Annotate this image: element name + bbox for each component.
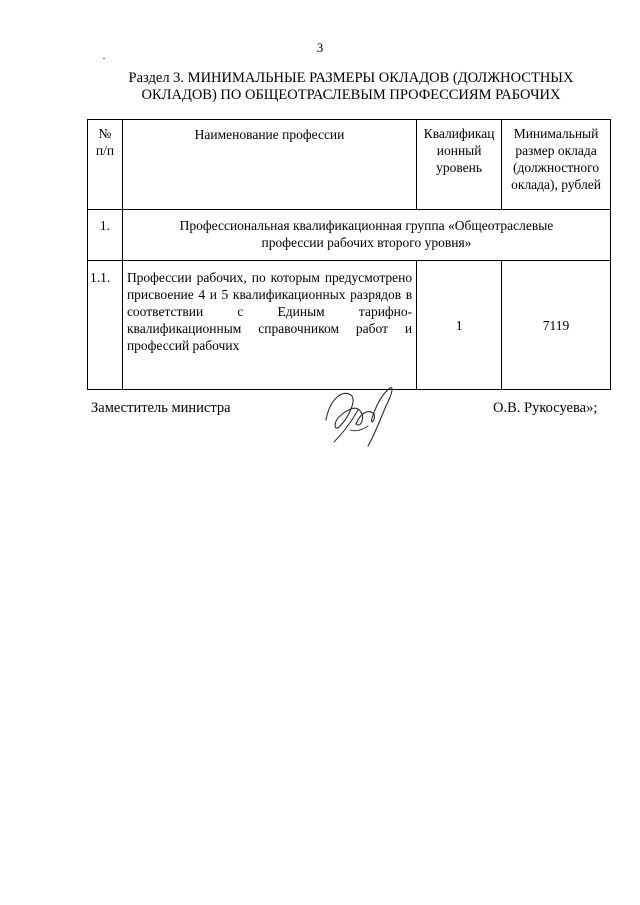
group-number: 1. <box>88 210 123 261</box>
section-title-line-1: Раздел 3. МИНИМАЛЬНЫЕ РАЗМЕРЫ ОКЛАДОВ (ДОЛЖНОСТНЫХ <box>128 70 574 86</box>
header-min-salary: Минимальный размер оклада (должностного оклада), рублей <box>502 120 611 210</box>
group-title: Профессиональная квалификационная группа «Общеотраслевые профессии рабочих второго уровня» <box>122 210 610 261</box>
section-title <box>86 70 616 104</box>
handwritten-signature <box>320 380 402 450</box>
section-title-line-2: ОКЛАДОВ) ПО ОБЩЕОТРАСЛЕВЫМ ПРОФЕССИЯМ РАБОЧИХ <box>141 87 561 103</box>
salary-table <box>87 119 611 390</box>
header-number: № п/п <box>88 120 123 210</box>
row-number: 1.1. <box>88 261 123 390</box>
row-qualification-level: 1 <box>417 261 502 390</box>
row-min-salary: 7119 <box>502 261 611 390</box>
row-profession-name: Профессии рабочих, по которым предусмотрено присвоение 4 и 5 квалификационных разрядов в соответствии с Единым тарифно-квалификационным справочником работ и профессий рабочих <box>122 261 416 390</box>
table-row <box>88 261 611 390</box>
scan-artifact <box>103 58 105 59</box>
table-header-row <box>88 120 611 210</box>
header-profession: Наименование профессии <box>122 120 416 210</box>
page-number: 3 <box>316 40 324 55</box>
group-row <box>88 210 611 261</box>
signer-name: О.В. Рукосуева»; <box>493 400 598 416</box>
signer-position: Заместитель министра <box>91 400 231 416</box>
header-qualification-level: Квалификац ионный уровень <box>417 120 502 210</box>
